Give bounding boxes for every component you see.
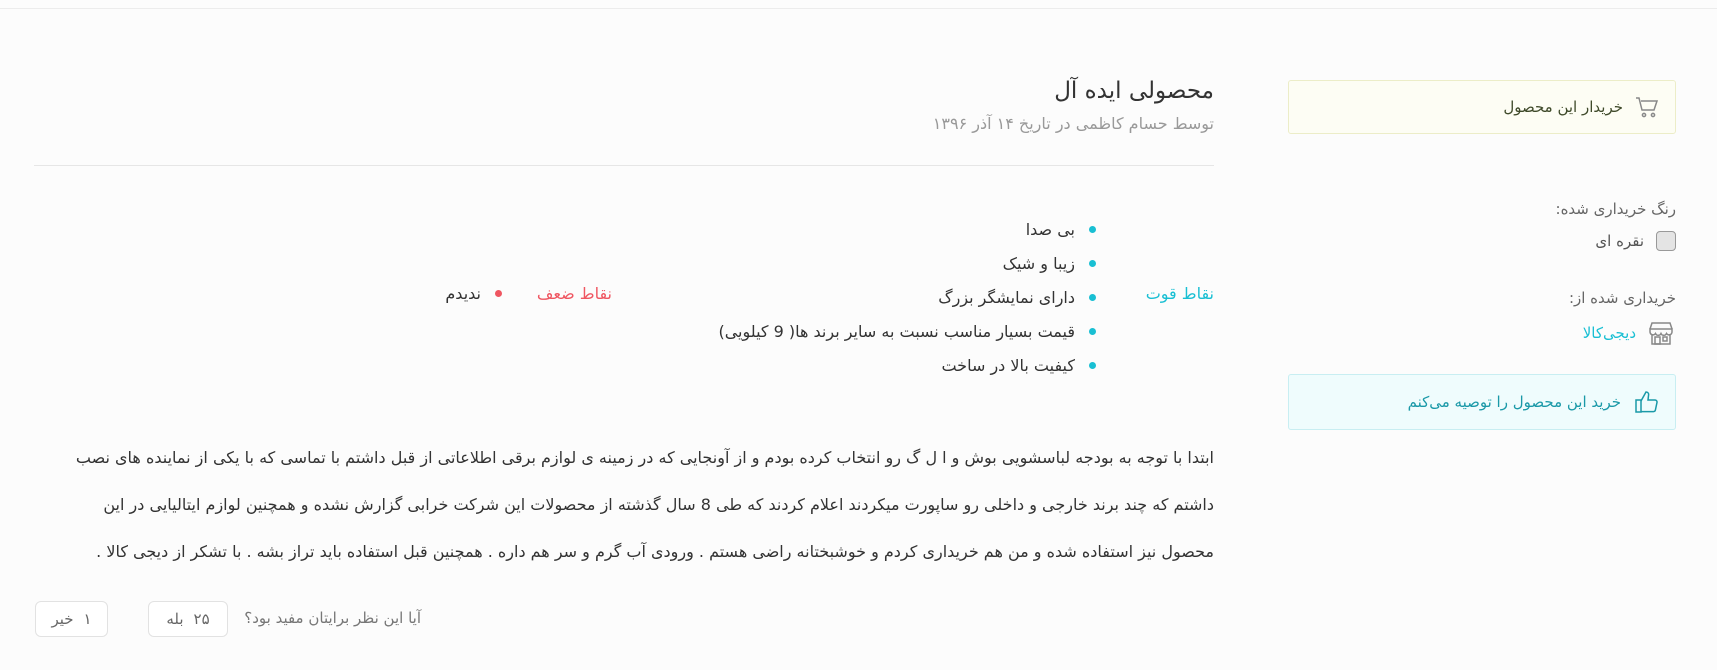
list-item: کیفیت بالا در ساخت: [718, 348, 1096, 382]
purchased-color: [1595, 231, 1676, 251]
thumbs-up-icon: [1633, 388, 1661, 416]
list-item: دارای نمایشگر بزرگ: [718, 280, 1096, 314]
helpful-yes-button[interactable]: [148, 601, 228, 637]
bullet-dot: [495, 290, 502, 297]
helpful-row: [34, 601, 1214, 637]
list-item: ندیدم: [445, 284, 481, 303]
seller[interactable]: [1583, 318, 1676, 348]
color-swatch: [1656, 231, 1676, 251]
review-body: ابتدا با توجه به بودجه لباسشویی بوش و ا ل گ رو انتخاب کرده بودم و از آونجایی که در زمینه ی لوازم برقی اطلاعاتی از قبل داشتم با تماسی که با یکی از نماینده های نصب داشتم که چند برند خارجی و داخلی رو ساپورت میکردند اعلام کردند که طی 8 سال گذشته از محصولات این شرکت خرابی گزارش نشده و همچنین لوازم ایتالیایی در این محصول نیز استفاده شده و من هم خریداری کردم و خوشبختانه راضی هستم . ورودی آب گرم و سر هم داره . همچنین قبل استفاده باید تراز بشه . با تشکر از دیجی کالا .: [75, 448, 1214, 561]
purchased-from-label: خریداری شده از:: [1568, 289, 1676, 307]
strengths-list: [718, 212, 1096, 382]
list-item: قیمت بسیار مناسب نسبت به سایر برند ها( 9 کیلویی): [718, 314, 1096, 348]
review-sidebar: [1288, 80, 1676, 411]
shop-icon: [1646, 318, 1676, 348]
buyer-badge: [1288, 80, 1676, 134]
recommend-badge: [1288, 374, 1676, 430]
recommend-label: خرید این محصول را توصیه می‌کنم: [1407, 393, 1621, 411]
review-title: محصولی ایده آل: [1054, 78, 1214, 104]
bullet-dot: [1089, 328, 1096, 335]
bullet-dot: [1089, 260, 1096, 267]
no-count: ۱: [83, 611, 92, 628]
seller-name[interactable]: دیجی‌کالا: [1582, 324, 1636, 342]
bullet-dot: [1089, 294, 1096, 301]
weaknesses-label: نقاط ضعف: [536, 284, 612, 303]
review-meta: توسط حسام کاظمی در تاریخ ۱۴ آذر ۱۳۹۶: [932, 114, 1214, 133]
bullet-dot: [1089, 226, 1096, 233]
yes-label: بله: [166, 611, 184, 628]
color-name: نقره ای: [1595, 232, 1644, 250]
buyer-badge-label: خریدار این محصول: [1503, 98, 1623, 116]
list-item: بی صدا: [718, 212, 1096, 246]
purchased-color-label: رنگ خریداری شده:: [1555, 200, 1676, 218]
weaknesses-list: [445, 284, 502, 303]
top-divider: [0, 8, 1717, 9]
cart-icon: [1633, 93, 1661, 121]
no-label: خیر: [51, 611, 74, 628]
yes-count: ۲۵: [193, 611, 210, 628]
review-divider: [34, 165, 1214, 166]
bullet-dot: [1089, 362, 1096, 369]
helpful-question: آیا این نظر برایتان مفید بود؟: [244, 609, 421, 627]
list-item: زیبا و شیک: [718, 246, 1096, 280]
helpful-no-button[interactable]: [35, 601, 108, 637]
strengths-label: نقاط قوت: [1145, 284, 1214, 303]
